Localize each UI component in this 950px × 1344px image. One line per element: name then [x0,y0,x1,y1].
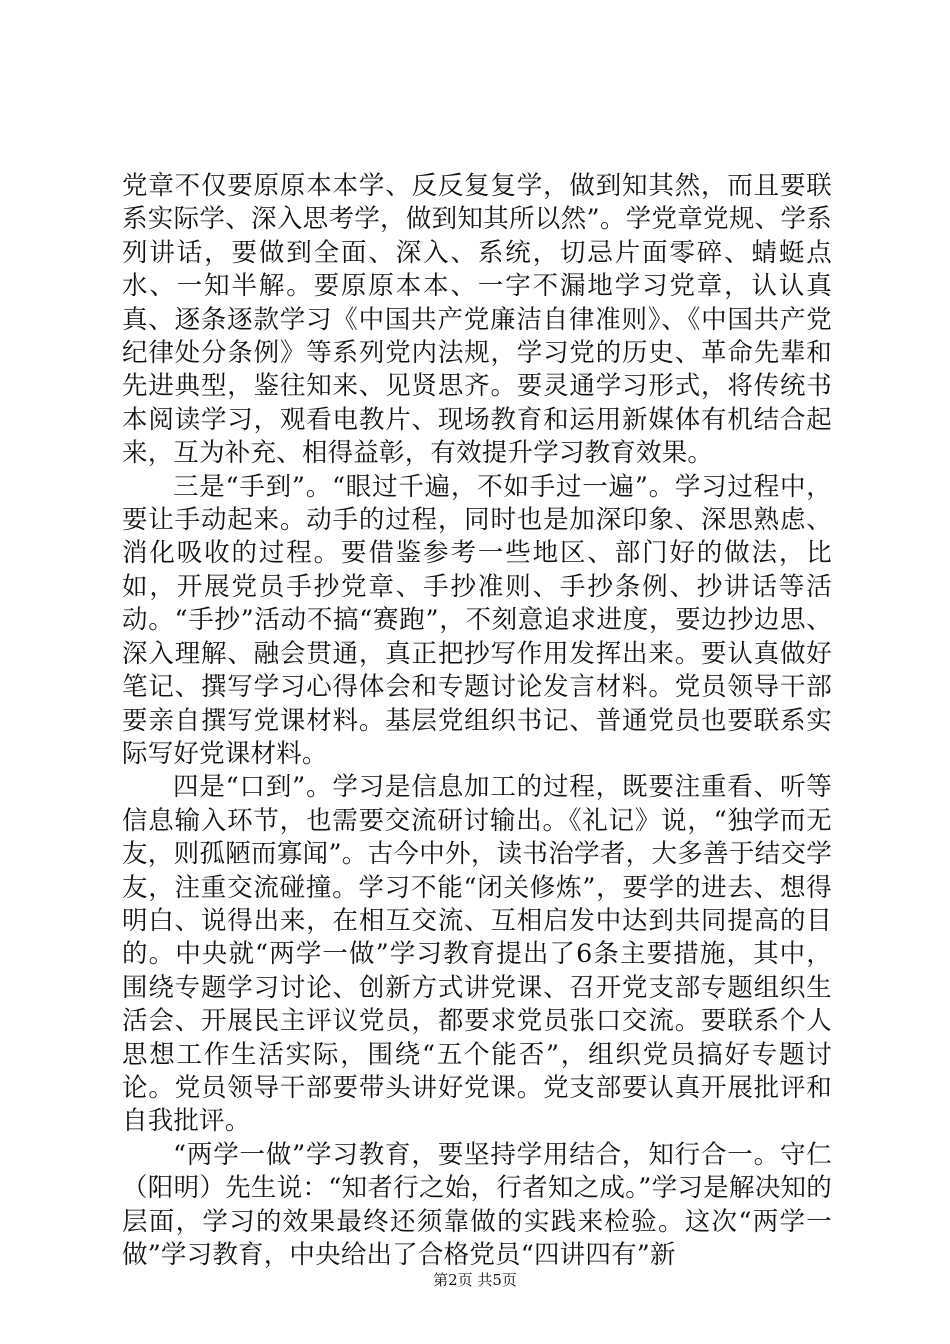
document-body [122,170,832,1272]
paragraph-1: 党章不仅要原原本本学、反反复复学，做到知其然，而且要联系实际学、深入思考学，做到知其所以然”。学党章党规、学系列讲话，要做到全面、深入、系统，切忌片面零碎、蜻蜓点水、一知半解。要原原本本、一字不漏地学习党章，认认真真、逐条逐款学习《中国共产党廉洁自律准则》、《中国共产党纪律处分条例》等系列党内法规，学习党的历史、革命先辈和先进典型，鉴往知来、见贤思齐。要灵通学习形式，将传统书本阅读学习，观看电教片、现场教育和运用新媒体有机结合起来，互为补充、相得益彰，有效提升学习教育效果。 [122,171,832,469]
paragraph-3-mouth: 四是“口到”。学习是信息加工的过程，既要注重看、听等信息输入环节，也需要交流研讨输出。《礼记》说，“独学而无友，则孤陋而寡闻”。古今中外，读书治学者，大多善于结交学友，注重交流碰撞。学习不能“闭关修炼”，要学的进去、想得明白、说得出来，在相互交流、互相启发中达到共同提高的目的。中央就“两学一做”学习教育提出了6条主要措施，其中，围绕专题学习讨论、创新方式讲党课、召开党支部专题组织生活会、开展民主评议党员，都要求党员张口交流。要联系个人思想工作生活实际，围绕“五个能否”，组织党员搞好专题讨论。党员领导干部要带头讲好党课。党支部要认真开展批评和自我批评。 [122,772,832,1137]
paragraph-4-practice: “两学一做”学习教育，要坚持学用结合，知行合一。守仁（阳明）先生说：“知者行之始，行者知之成。”学习是解决知的层面，学习的效果最终还须靠做的实践来检验。这次“两学一做”学习教育，中央给出了合格党员“四讲四有”新 [122,1139,832,1270]
page-footer: 第2页 共5页 [433,1271,517,1289]
paragraph-2-hand: 三是“手到”。“眼过千遍，不如手过一遍”。学习过程中，要让手动起来。动手的过程，同时也是加深印象、深思熟虑、消化吸收的过程。要借鉴参考一些地区、部门好的做法，比如，开展党员手抄党章、手抄准则、手抄条例、抄讲话等活动。“手抄”活动不搞“赛跑”，不刻意追求进度，要边抄边思、深入理解、融会贯通，真正把抄写作用发挥出来。要认真做好笔记、撰写学习心得体会和专题讨论发言材料。党员领导干部要亲自撰写党课材料。基层党组织书记、普通党员也要联系实际写好党课材料。 [122,471,832,769]
